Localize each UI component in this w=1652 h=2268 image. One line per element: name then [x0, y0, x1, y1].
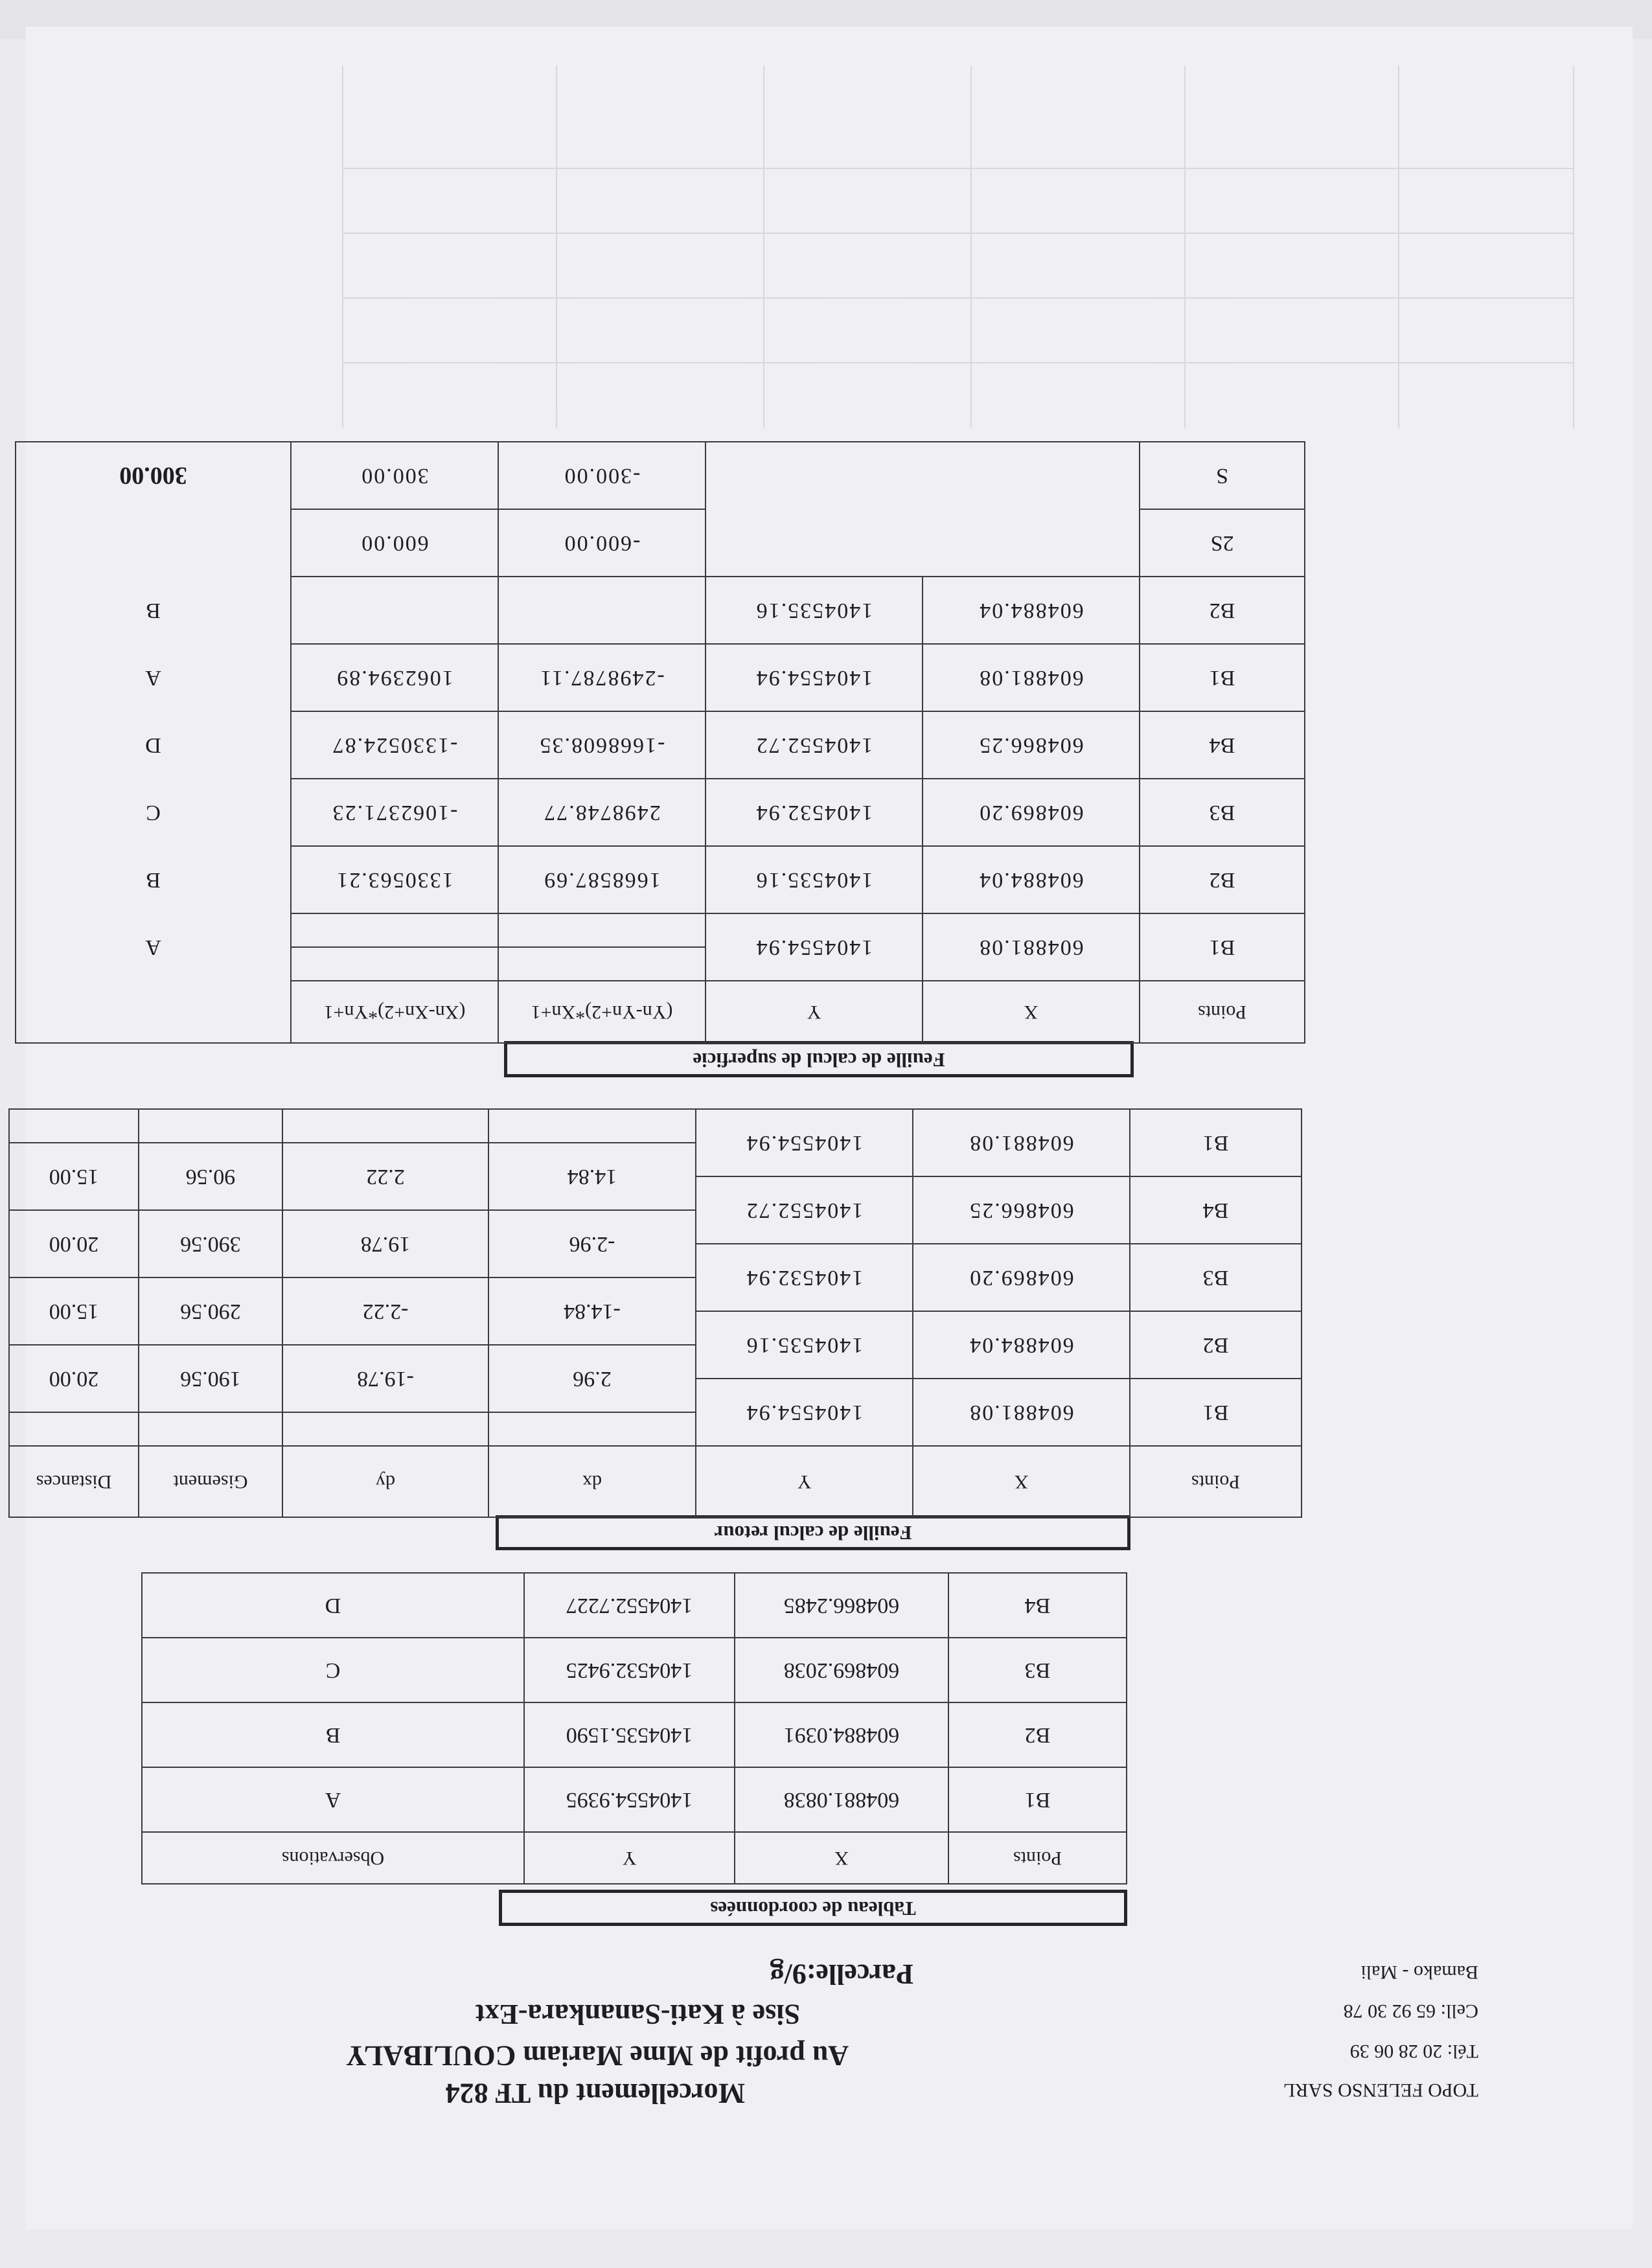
retour-table [8, 1108, 1302, 1518]
dx-value: 14.84 [488, 1143, 696, 1210]
empty-cell [706, 509, 1140, 577]
half-product-1: -300.00 [498, 442, 706, 509]
table-row [16, 947, 1305, 981]
coords-header-observations: Observations [142, 1832, 524, 1884]
superficie-header-blank [16, 981, 291, 1043]
gisement-value: 290.56 [139, 1277, 282, 1345]
x-value: 604884.04 [923, 577, 1140, 644]
sum-label: 2S [1140, 509, 1305, 577]
dy-value: 2.22 [282, 1143, 488, 1210]
empty-cell [9, 1109, 139, 1143]
distance-value: 20.00 [9, 1345, 139, 1412]
show-through-grid [181, 65, 1574, 428]
x-value: 604884.0391 [735, 1702, 948, 1767]
table-row [16, 711, 1305, 779]
empty-cell [16, 509, 291, 577]
empty-cell [139, 1109, 282, 1143]
y-value: 1404552.72 [696, 1176, 913, 1244]
dx-value: -14.84 [488, 1277, 696, 1345]
x-value: 604866.2485 [735, 1573, 948, 1638]
table-row [16, 442, 1305, 509]
point-name: B1 [948, 1767, 1127, 1832]
product-2-value: 1062394.89 [291, 644, 498, 711]
x-value: 604869.20 [923, 779, 1140, 846]
distance-value: 15.00 [9, 1143, 139, 1210]
x-value: 604866.25 [913, 1176, 1130, 1244]
observation: D [142, 1573, 524, 1638]
dx-value: 2.96 [488, 1345, 696, 1412]
observation: A [16, 913, 291, 981]
product-1-value: -2498787.11 [498, 644, 706, 711]
superficie-header-product-2: (Xn-Xn+2)*Yn+1 [291, 981, 498, 1043]
x-value: 604881.08 [923, 644, 1140, 711]
observation: A [142, 1767, 524, 1832]
empty-cell [291, 577, 498, 644]
observation: D [16, 711, 291, 779]
product-1-value: -1668608.35 [498, 711, 706, 779]
table-row [16, 509, 1305, 577]
retour-header-y: Y [696, 1446, 913, 1517]
empty-cell [291, 913, 498, 947]
retour-header-row [9, 1446, 1302, 1517]
dx-value: -2.96 [488, 1210, 696, 1277]
superficie-table [15, 441, 1305, 1044]
table-row [16, 779, 1305, 846]
retour-header-gisement: Gisement [139, 1446, 282, 1517]
city: Bamako - Mali [1360, 1962, 1478, 1983]
parcel-wrapper [770, 1958, 913, 1991]
x-value: 604869.20 [913, 1244, 1130, 1311]
empty-cell [706, 442, 1140, 509]
y-value: 1404554.94 [696, 1109, 913, 1176]
coords-header-row [142, 1832, 1127, 1884]
product-1-value: 1668587.69 [498, 846, 706, 913]
x-value: 604884.04 [923, 846, 1140, 913]
empty-cell [291, 947, 498, 981]
superficie-header-row [16, 981, 1305, 1043]
document-title: Morcellement du TF 824 [445, 2078, 745, 2109]
coords-header-points: Points [948, 1832, 1127, 1884]
table-row [142, 1702, 1127, 1767]
x-value: 604881.08 [913, 1109, 1130, 1176]
y-value: 1404552.72 [706, 711, 923, 779]
coords-title: Tableau de coordonnées [499, 1890, 1127, 1926]
dy-value: -19.78 [282, 1345, 488, 1412]
empty-cell [282, 1412, 488, 1446]
x-value: 604869.2038 [735, 1638, 948, 1702]
superficie-header-product-1: (Yn-Yn+2)*Xn+1 [498, 981, 706, 1043]
location: Sise à Kati-Sanankara-Ext [475, 1999, 800, 2030]
superficie-header-points: Points [1140, 981, 1305, 1043]
retour-header-distances: Distances [9, 1446, 139, 1517]
product-2-value: -1330524.87 [291, 711, 498, 779]
y-value: 1404532.94 [696, 1244, 913, 1311]
observation: B [16, 846, 291, 913]
y-value: 1404554.94 [706, 913, 923, 981]
point-name: B1 [1140, 644, 1305, 711]
distance-value: 20.00 [9, 1210, 139, 1277]
table-row [16, 577, 1305, 644]
observation: C [142, 1638, 524, 1702]
product-1-value: 2498748.77 [498, 779, 706, 846]
company-name: TOPO FELENSO SARL [1283, 2079, 1478, 2101]
table-row [16, 644, 1305, 711]
coords-table [141, 1572, 1127, 1884]
y-value: 1404552.7227 [524, 1573, 735, 1638]
empty-cell [498, 947, 706, 981]
empty-cell [498, 577, 706, 644]
empty-cell [498, 913, 706, 947]
table-row [142, 1638, 1127, 1702]
cell-number: Cell: 65 92 30 78 [1343, 2000, 1478, 2022]
y-value: 1404535.16 [696, 1311, 913, 1379]
retour-header-dy: dy [282, 1446, 488, 1517]
point-name: B4 [948, 1573, 1127, 1638]
point-name: B2 [1140, 577, 1305, 644]
gisement-value: 190.56 [139, 1345, 282, 1412]
x-value: 604866.25 [923, 711, 1140, 779]
point-name: B2 [1140, 846, 1305, 913]
y-value: 1404535.1590 [524, 1702, 735, 1767]
x-value: 604884.04 [913, 1311, 1130, 1379]
x-value: 604881.0838 [735, 1767, 948, 1832]
point-name: B1 [1130, 1109, 1302, 1176]
area-label: S [1140, 442, 1305, 509]
table-row [16, 846, 1305, 913]
superficie-header-x: X [923, 981, 1140, 1043]
empty-cell [9, 1412, 139, 1446]
point-name: B3 [948, 1638, 1127, 1702]
empty-cell [488, 1109, 696, 1143]
product-2-value: -1062371.23 [291, 779, 498, 846]
coords-header-y: Y [524, 1832, 735, 1884]
point-name: B4 [1130, 1176, 1302, 1244]
y-value: 1404554.94 [706, 644, 923, 711]
half-product-2: 300.00 [291, 442, 498, 509]
dy-value: 19.78 [282, 1210, 488, 1277]
location-wrapper [476, 1998, 800, 2031]
observation: A [16, 644, 291, 711]
table-row [142, 1573, 1127, 1638]
x-value: 604881.08 [913, 1379, 1130, 1446]
beneficiary-wrapper [346, 2039, 849, 2072]
empty-cell [488, 1412, 696, 1446]
table-row [142, 1767, 1127, 1832]
table-row [9, 1412, 1302, 1446]
retour-title: Feuille de calcul retour [496, 1515, 1130, 1550]
x-value: 604881.08 [923, 913, 1140, 981]
retour-header-points: Points [1130, 1446, 1302, 1517]
distance-value: 15.00 [9, 1277, 139, 1345]
beneficiary: Au profit de Mme Mariam COULIBALY [345, 2040, 849, 2072]
y-value: 1404535.16 [706, 577, 923, 644]
y-value: 1404535.16 [706, 846, 923, 913]
retour-header-x: X [913, 1446, 1130, 1517]
dy-value: -2.22 [282, 1277, 488, 1345]
y-value: 1404532.9425 [524, 1638, 735, 1702]
empty-cell [282, 1109, 488, 1143]
product-2-value: 1330563.21 [291, 846, 498, 913]
gisement-value: 390.56 [139, 1210, 282, 1277]
retour-header-dx: dx [488, 1446, 696, 1517]
observation: B [142, 1702, 524, 1767]
point-name: B3 [1130, 1244, 1302, 1311]
y-value: 1404532.94 [706, 779, 923, 846]
point-name: B1 [1140, 913, 1305, 981]
observation: B [16, 577, 291, 644]
sum-product-2: 600.00 [291, 509, 498, 577]
coords-header-x: X [735, 1832, 948, 1884]
sum-product-1: -600.00 [498, 509, 706, 577]
empty-cell [139, 1412, 282, 1446]
superficie-header-y: Y [706, 981, 923, 1043]
point-name: B3 [1140, 779, 1305, 846]
point-name: B2 [1130, 1311, 1302, 1379]
point-name: B4 [1140, 711, 1305, 779]
document-title-wrapper [446, 2077, 745, 2110]
area-total: 300.00 [16, 442, 291, 509]
point-name: B2 [948, 1702, 1127, 1767]
observation: C [16, 779, 291, 846]
y-value: 1404554.94 [696, 1379, 913, 1446]
parcel-number: Parcelle:9/g [770, 1958, 913, 1990]
superficie-title: Feuille de calcul de superficie [504, 1041, 1134, 1077]
gisement-value: 90.56 [139, 1143, 282, 1210]
phone-number: Tél: 20 28 06 39 [1349, 2041, 1478, 2062]
point-name: B1 [1130, 1379, 1302, 1446]
y-value: 1404554.9395 [524, 1767, 735, 1832]
